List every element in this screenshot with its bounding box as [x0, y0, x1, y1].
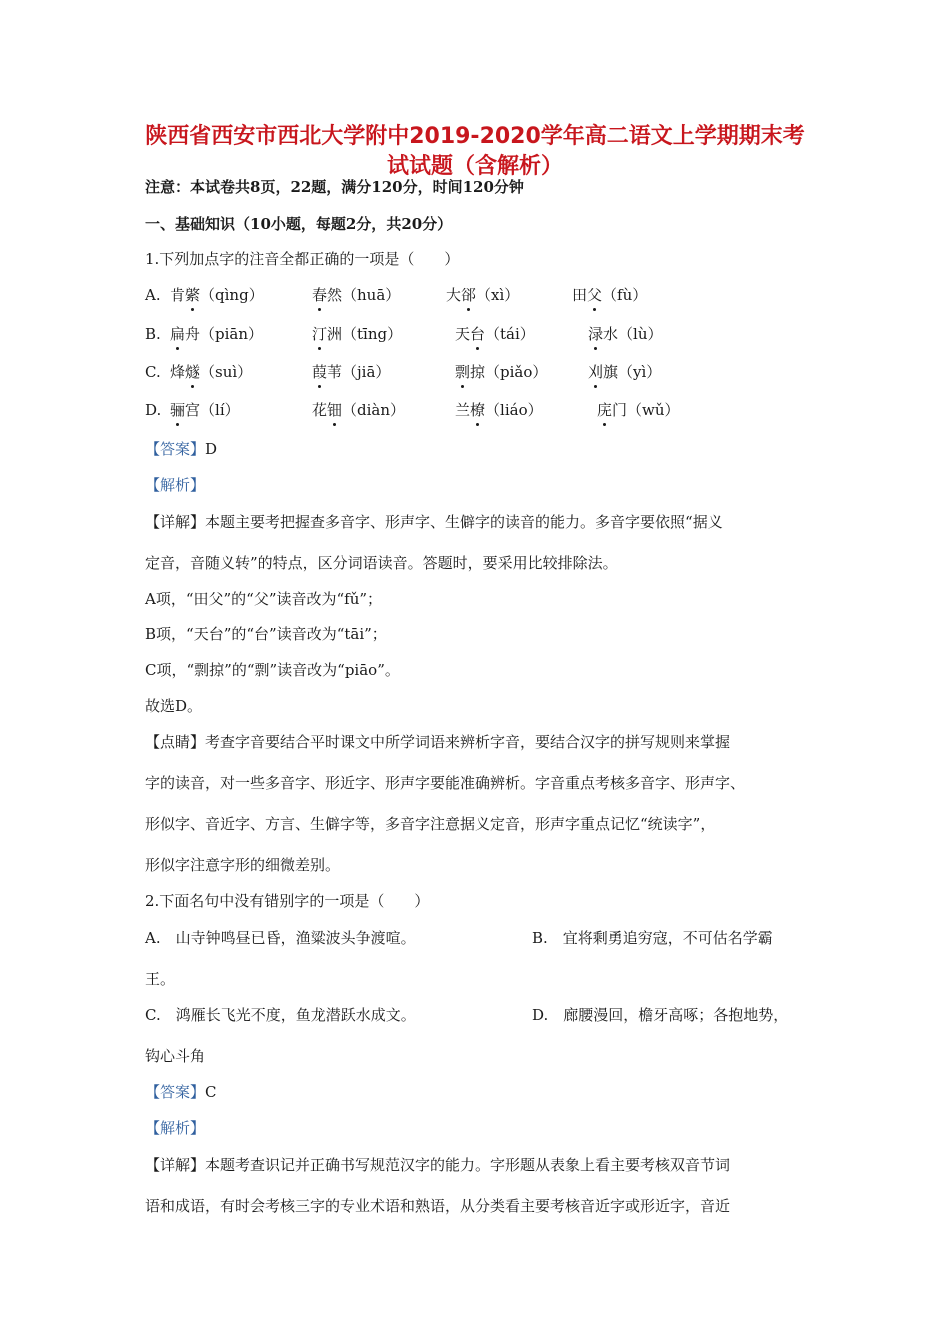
- question-2-analysis-tag: 【解析】: [145, 1119, 206, 1137]
- option-item: 扁舟（piān）: [170, 325, 264, 343]
- option-item: 春然（huā）: [312, 286, 401, 304]
- option-item: 骊宫（lí）: [170, 401, 240, 419]
- question-2-option-b-cont: 王。: [145, 970, 176, 988]
- question-2-option-a: A. 山寺钟鸣昼已昏，渔粱波头争渡喧。: [145, 929, 416, 947]
- question-1-stem: 1.下列加点字的注音全都正确的一项是（ ）: [145, 250, 460, 268]
- question-1-item-a: A项，“田父”的“父”读音改为“fǔ”；: [145, 590, 383, 608]
- option-letter: B.: [145, 325, 161, 343]
- question-1-item-c: C项，“剽掠”的“剽”读音改为“piāo”。: [145, 661, 400, 679]
- question-1-tip: 【点睛】考查字音要结合平时课文中所学词语来辨析字音，要结合汉字的拼写规则来掌握: [145, 733, 731, 751]
- question-2-option-b: B. 宜将剩勇追穷寇，不可估名学霸: [532, 929, 773, 947]
- option-item: 大郤（xì）: [446, 286, 520, 304]
- exam-notice: 注意：本试卷共8页，22题，满分120分，时间120分钟: [145, 178, 524, 196]
- question-1-tip-cont-2: 形似字、音近字、方言、生僻字等，多音字注意据义定音，形声字重点记忆“统读字”，: [145, 815, 716, 833]
- question-1-tip-cont-3: 形似字注意字形的细微差别。: [145, 856, 341, 874]
- question-1-choose: 故选D。: [145, 697, 203, 715]
- question-2-option-d: D. 廊腰漫回，檐牙高啄；各抱地势，: [532, 1006, 789, 1024]
- option-item: 刈旗（yì）: [588, 363, 662, 381]
- option-letter: D.: [145, 401, 162, 419]
- option-item: 剽掠（piǎo）: [455, 363, 548, 381]
- option-item: 汀洲（tīng）: [312, 325, 403, 343]
- option-item: 兰橑（liáo）: [455, 401, 543, 419]
- question-1-item-b: B项，“天台”的“台”读音改为“tāi”；: [145, 625, 387, 643]
- question-2-stem: 2.下面名句中没有错别字的一项是（ ）: [145, 892, 430, 910]
- option-item: 渌水（lù）: [588, 325, 663, 343]
- option-letter: A.: [145, 286, 161, 304]
- question-2-detail: 【详解】本题考查识记并正确书写规范汉字的能力。字形题从表象上看主要考核双音节词: [145, 1156, 731, 1174]
- option-item: 庑门（wǔ）: [597, 401, 680, 419]
- question-2-detail-cont: 语和成语，有时会考核三字的专业术语和熟语，从分类看主要考核音近字或形近字，音近: [145, 1197, 731, 1215]
- option-item: 花钿（diàn）: [312, 401, 406, 419]
- section-heading: 一、基础知识（10小题，每题2分，共20分）: [145, 215, 453, 233]
- option-item: 天台（tái）: [455, 325, 535, 343]
- option-item: 烽燧（suì）: [170, 363, 253, 381]
- question-1-analysis-tag: 【解析】: [145, 476, 206, 494]
- question-1-detail-cont: 定音，音随义转”的特点，区分词语读音。答题时，要采用比较排除法。: [145, 554, 618, 572]
- document-title-line-1: 陕西省西安市西北大学附中2019-2020学年高二语文上学期期末考: [145, 124, 805, 149]
- option-item: 田父（fù）: [572, 286, 648, 304]
- question-2-option-d-cont: 钩心斗角: [145, 1047, 206, 1065]
- question-1-tip-cont-1: 字的读音，对一些多音字、形近字、形声字要能准确辨析。字音重点考核多音字、形声字、: [145, 774, 746, 792]
- option-letter: C.: [145, 363, 161, 381]
- question-2-option-c: C. 鸿雁长飞光不度，鱼龙潜跃水成文。: [145, 1006, 416, 1024]
- option-item: 葭苇（jiā）: [312, 363, 391, 381]
- option-item: 肯綮（qìng）: [170, 286, 264, 304]
- question-1-detail: 【详解】本题主要考把握查多音字、形声字、生僻字的读音的能力。多音字要依照“据义: [145, 513, 723, 531]
- question-1-answer: 【答案】D: [145, 440, 218, 458]
- question-2-answer: 【答案】C: [145, 1083, 217, 1101]
- document-title-line-2: 试试题（含解析）: [386, 154, 563, 179]
